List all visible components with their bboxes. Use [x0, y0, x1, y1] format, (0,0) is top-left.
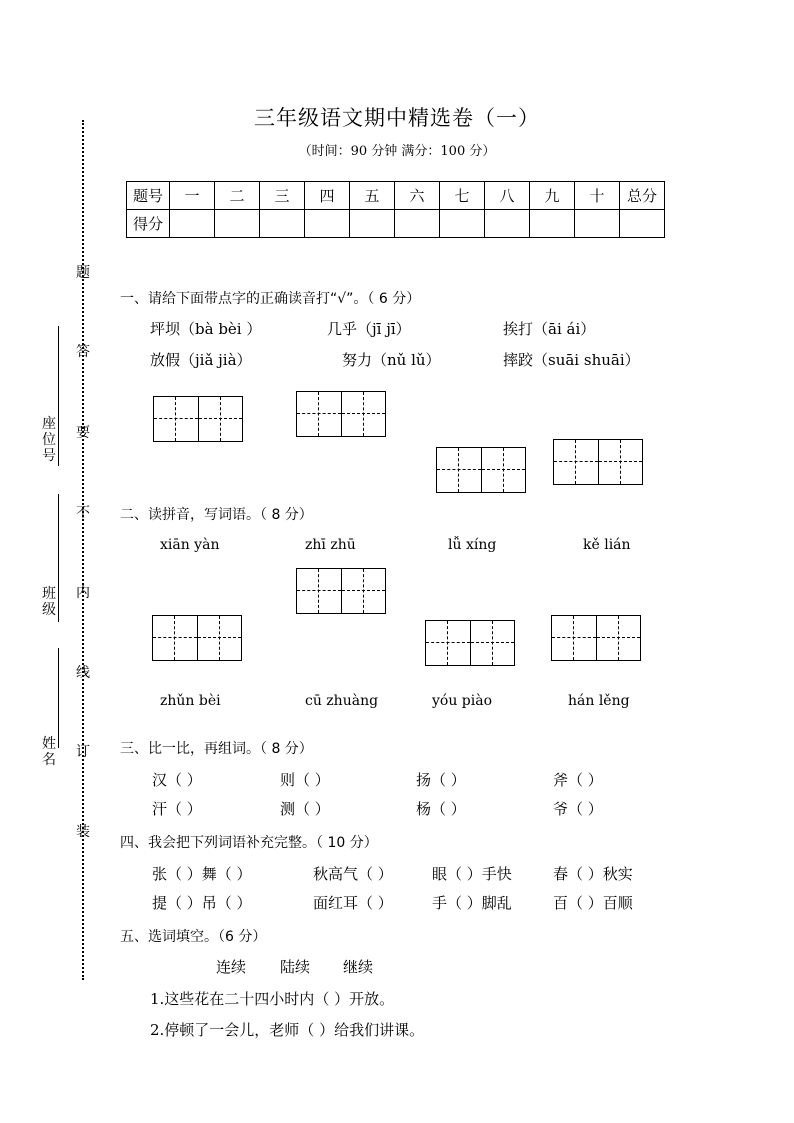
- seat-number-line[interactable]: [58, 326, 59, 466]
- pinyin-prompt: lǚ xíng: [448, 537, 497, 553]
- writing-grid[interactable]: [553, 439, 643, 485]
- score-cell[interactable]: [485, 210, 530, 238]
- score-cell[interactable]: [395, 210, 440, 238]
- margin-guide-char: 题: [76, 265, 90, 281]
- writing-grid-cell[interactable]: [198, 397, 242, 441]
- table-header-cell: 三: [260, 182, 305, 210]
- writing-grid-cell[interactable]: [153, 616, 197, 660]
- writing-grid-cell[interactable]: [598, 440, 642, 484]
- writing-grid-cell[interactable]: [426, 621, 470, 665]
- writing-grid-cell[interactable]: [554, 440, 598, 484]
- compare-item[interactable]: 则（ ）: [280, 771, 330, 789]
- pinyin-prompt: yóu piào: [432, 693, 493, 709]
- table-header-cell: 十: [575, 182, 620, 210]
- writing-grid-cell[interactable]: [197, 616, 241, 660]
- pronunciation-item[interactable]: 摔跤（suāi shuāi）: [503, 351, 640, 369]
- compare-item[interactable]: 汉（ ）: [152, 771, 202, 789]
- table-header-cell: 二: [215, 182, 260, 210]
- class-label: 班级: [42, 586, 56, 618]
- writing-grid-cell[interactable]: [297, 569, 341, 613]
- fill-blank-question[interactable]: 2.停顿了一会儿，老师（ ）给我们讲课。: [150, 1021, 425, 1039]
- idiom-item[interactable]: 秋高气（ ）: [313, 865, 393, 883]
- pronunciation-item[interactable]: 坪坝（bà bèi ）: [150, 320, 262, 338]
- idiom-item[interactable]: 手（ ）脚乱: [432, 894, 512, 912]
- exam-subtitle: （时间：90 分钟 满分：100 分）: [298, 144, 496, 159]
- writing-grid[interactable]: [551, 615, 641, 661]
- pinyin-prompt: zhǔn bèi: [160, 693, 221, 709]
- writing-grid-cell[interactable]: [470, 621, 514, 665]
- table-header-cell: 总分: [620, 182, 665, 210]
- section-4-heading: 四、我会把下列词语补充完整。（ 10 分）: [120, 835, 378, 851]
- idiom-item[interactable]: 眼（ ）手快: [432, 865, 512, 883]
- compare-item[interactable]: 杨（ ）: [416, 800, 466, 818]
- margin-guide-char: 内: [76, 585, 90, 601]
- score-row-label: 得分: [127, 210, 170, 238]
- idiom-item[interactable]: 面红耳（ ）: [313, 894, 393, 912]
- margin-guide-char: 要: [76, 425, 90, 441]
- writing-grid-cell[interactable]: [154, 397, 198, 441]
- exam-title: 三年级语文期中精选卷（一）: [254, 106, 540, 130]
- writing-grid[interactable]: [436, 447, 526, 493]
- margin-guide-char: 订: [76, 744, 90, 760]
- score-cell[interactable]: [170, 210, 215, 238]
- score-cell[interactable]: [350, 210, 395, 238]
- writing-grid[interactable]: [153, 396, 243, 442]
- margin-guide-char: 答: [76, 344, 90, 360]
- word-choice: 继续: [343, 958, 374, 976]
- table-header-cell: 六: [395, 182, 440, 210]
- table-header-cell: 题号: [127, 182, 170, 210]
- margin-guide-char: 线: [76, 665, 90, 681]
- section-3-heading: 三、比一比，再组词。（ 8 分）: [120, 741, 313, 757]
- compare-item[interactable]: 扬（ ）: [416, 771, 466, 789]
- pronunciation-item[interactable]: 放假（jiǎ jià）: [150, 351, 252, 369]
- writing-grid[interactable]: [425, 620, 515, 666]
- idiom-item[interactable]: 提（ ）吊（ ）: [152, 894, 252, 912]
- writing-grid[interactable]: [296, 391, 386, 437]
- writing-grid[interactable]: [152, 615, 242, 661]
- compare-item[interactable]: 测（ ）: [280, 800, 330, 818]
- writing-grid-cell[interactable]: [481, 448, 525, 492]
- score-cell[interactable]: [260, 210, 305, 238]
- seat-number-label: 座位号: [42, 416, 56, 464]
- score-table-header-row: [127, 182, 665, 210]
- compare-item[interactable]: 斧（ ）: [553, 771, 603, 789]
- table-header-cell: 八: [485, 182, 530, 210]
- margin-guide-char: 装: [76, 824, 90, 840]
- pinyin-prompt: xiān yàn: [160, 537, 220, 553]
- word-choice: 连续: [216, 958, 247, 976]
- table-header-cell: 四: [305, 182, 350, 210]
- writing-grid-cell[interactable]: [297, 392, 341, 436]
- writing-grid[interactable]: [296, 568, 386, 614]
- pronunciation-item[interactable]: 几乎（jī jī）: [327, 320, 411, 338]
- pinyin-prompt: cū zhuàng: [305, 693, 379, 709]
- fill-blank-question[interactable]: 1.这些花在二十四小时内（ ）开放。: [150, 990, 395, 1008]
- compare-item[interactable]: 爷（ ）: [553, 800, 603, 818]
- binding-dotted-line: [82, 120, 84, 980]
- margin-guide-char: 不: [76, 505, 90, 521]
- name-line[interactable]: [58, 648, 59, 748]
- pronunciation-item[interactable]: 努力（nǔ lǔ）: [342, 351, 441, 369]
- writing-grid-cell[interactable]: [437, 448, 481, 492]
- score-cell[interactable]: [215, 210, 260, 238]
- score-cell[interactable]: [575, 210, 620, 238]
- writing-grid-cell[interactable]: [552, 616, 596, 660]
- word-choice: 陆续: [280, 958, 311, 976]
- writing-grid-cell[interactable]: [596, 616, 640, 660]
- pronunciation-item[interactable]: 挨打（āi ái）: [503, 320, 596, 338]
- idiom-item[interactable]: 张（ ）舞（ ）: [152, 865, 252, 883]
- section-2-heading: 二、读拼音，写词语。（ 8 分）: [120, 507, 313, 523]
- name-label: 姓名: [42, 736, 56, 768]
- class-line[interactable]: [58, 494, 59, 622]
- idiom-item[interactable]: 春（ ）秋实: [553, 865, 633, 883]
- section-1-heading: 一、请给下面带点字的正确读音打“√”。（ 6 分）: [120, 291, 421, 307]
- table-header-cell: 九: [530, 182, 575, 210]
- score-cell[interactable]: [530, 210, 575, 238]
- writing-grid-cell[interactable]: [341, 569, 385, 613]
- score-cell[interactable]: [440, 210, 485, 238]
- table-header-cell: 五: [350, 182, 395, 210]
- section-5-heading: 五、选词填空。（6 分）: [120, 929, 267, 945]
- pinyin-prompt: zhī zhū: [305, 537, 356, 553]
- compare-item[interactable]: 汗（ ）: [152, 800, 202, 818]
- score-table: [126, 181, 665, 238]
- writing-grid-cell[interactable]: [341, 392, 385, 436]
- score-table-score-row: [127, 210, 665, 238]
- score-cell[interactable]: [305, 210, 350, 238]
- table-header-cell: 七: [440, 182, 485, 210]
- table-header-cell: 一: [170, 182, 215, 210]
- pinyin-prompt: kě lián: [583, 537, 631, 553]
- pinyin-prompt: hán lěng: [568, 693, 630, 709]
- score-cell[interactable]: [620, 210, 665, 238]
- idiom-item[interactable]: 百（ ）百顺: [553, 894, 633, 912]
